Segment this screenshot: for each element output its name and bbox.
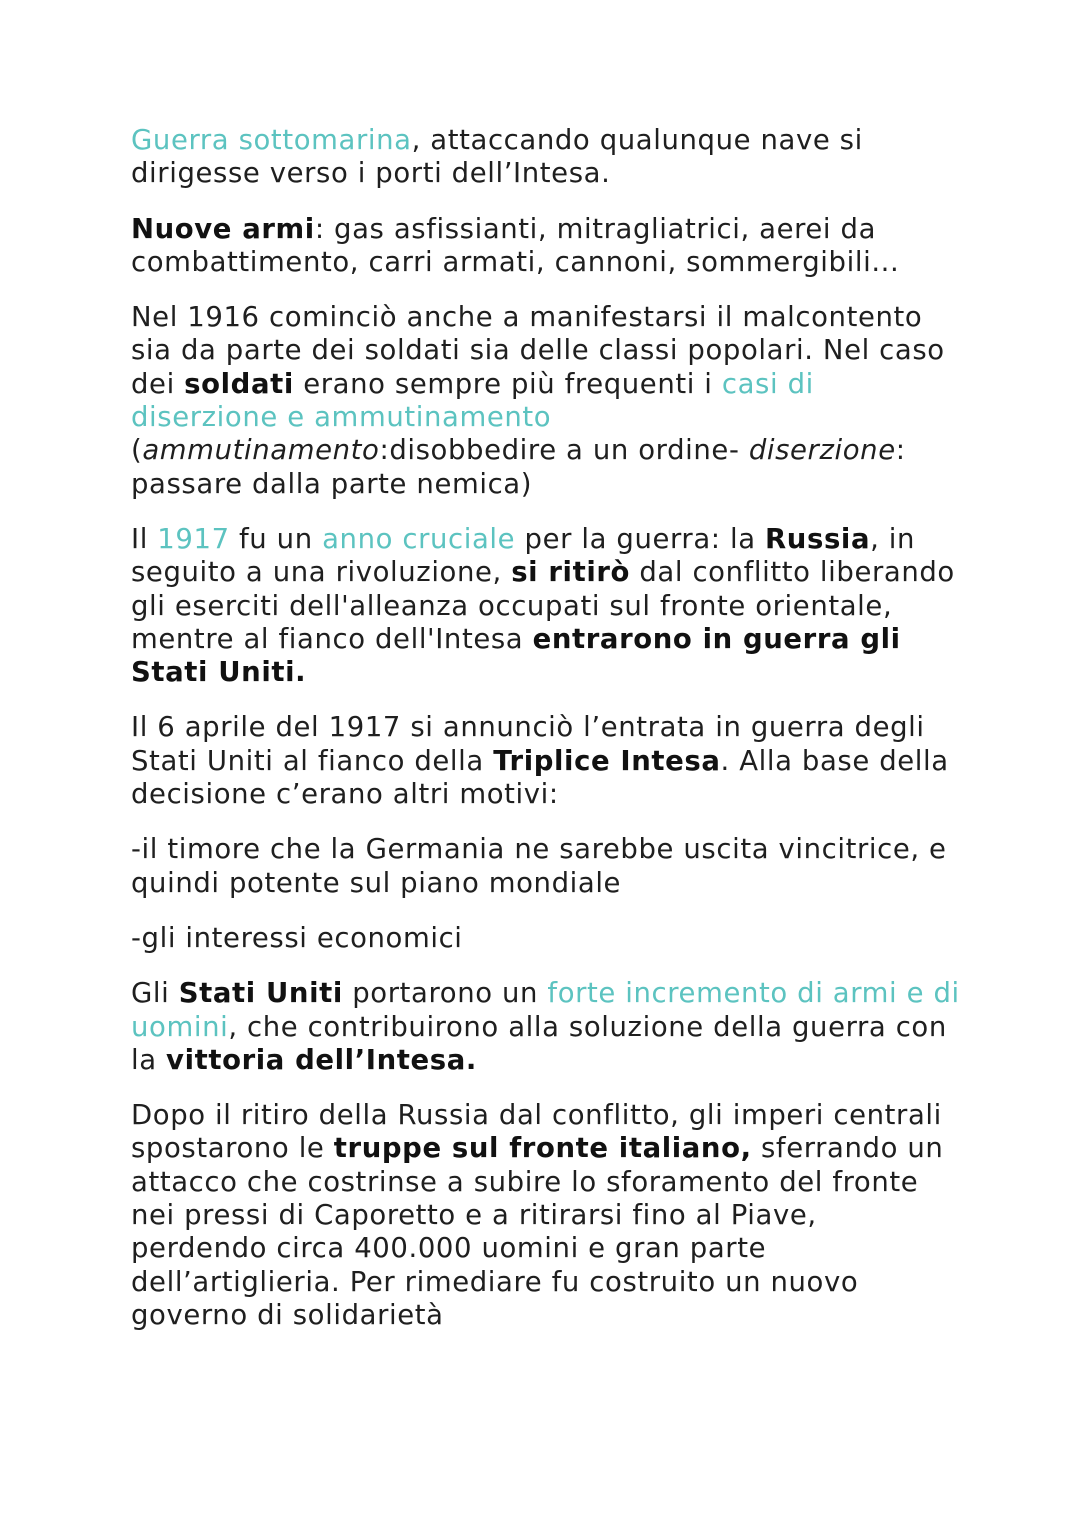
- bold-term: entrarono in guerra gli Stati Uniti.: [131, 622, 901, 689]
- body-text: (: [131, 434, 143, 467]
- body-text: , che contribuirono alla soluzione della guerra con la: [131, 1010, 947, 1076]
- bold-term: soldati: [184, 367, 294, 400]
- highlight-text: anno cruciale: [322, 522, 516, 555]
- italic-term: ammutinamento: [142, 434, 380, 467]
- body-text: Gli: [131, 977, 179, 1010]
- body-text: erano sempre più frequenti i: [293, 367, 722, 400]
- body-text: sferrando un attacco che costrinse a subire lo sforamento del fronte nei pressi di Caporetto e a ritirarsi fino al Piave, perdendo circa 400.000 uomini e gran parte dell’artiglieria. Per rimediare fu costruito un nuovo governo di solidarietà: [131, 1132, 944, 1331]
- notes-page: [131, 124, 961, 1354]
- highlight-text: casi di diserzione e ammutinamento: [131, 367, 814, 434]
- paragraph-caporetto: [131, 1099, 961, 1332]
- paragraph-interessi: [131, 922, 961, 955]
- body-text: -il timore che la Germania ne sarebbe uscita vincitrice, e quindi potente sul piano mondiale: [131, 833, 947, 899]
- body-text: , attaccando qualunque nave si dirigesse verso i porti dell’Intesa.: [131, 124, 863, 190]
- paragraph-6-aprile: [131, 711, 961, 811]
- body-text: -gli interessi economici: [131, 921, 463, 954]
- body-text: Il: [131, 522, 158, 555]
- body-text: portarono un: [342, 977, 548, 1010]
- body-text: fu un: [229, 522, 323, 555]
- bold-term: si ritirò: [511, 556, 631, 589]
- highlight-text: 1917: [157, 522, 230, 555]
- paragraph-sottomarina: [131, 124, 961, 191]
- body-text: Il 6 aprile del 1917 si annunciò l’entrata in guerra degli Stati Uniti al fianco della: [131, 711, 925, 777]
- body-text: per la guerra: la: [515, 522, 766, 555]
- body-text: : gas asfissianti, mitragliatrici, aerei da combattimento, carri armati, cannoni, sommergibili...: [131, 212, 900, 278]
- bold-term: Nuove armi: [131, 212, 315, 245]
- body-text: :disobbedire a un ordine-: [379, 434, 749, 467]
- italic-term: diserzione: [748, 434, 896, 467]
- highlight-text: forte incremento di armi e di uomini: [131, 977, 960, 1043]
- body-text: , in seguito a una rivoluzione,: [131, 522, 916, 589]
- paragraph-timore: [131, 833, 961, 900]
- body-text: dal conflitto liberando gli eserciti dell'alleanza occupati sul fronte orientale, mentre al fianco dell'Intesa: [131, 556, 955, 655]
- paragraph-stati-uniti: [131, 977, 961, 1077]
- bold-term: Stati Uniti: [178, 977, 343, 1010]
- bold-term: Russia: [765, 522, 871, 555]
- paragraph-malcontento: [131, 301, 961, 501]
- body-text: : passare dalla parte nemica): [131, 434, 906, 500]
- body-text: Nel 1916 cominciò anche a manifestarsi il malcontento sia da parte dei soldati sia delle classi popolari. Nel caso dei: [131, 301, 945, 400]
- bold-term: truppe sul fronte italiano,: [333, 1132, 752, 1165]
- highlight-text: Guerra sottomarina: [131, 124, 412, 156]
- body-text: . Alla base della decisione c’erano altri motivi:: [131, 744, 949, 811]
- bold-term: Triplice Intesa: [493, 744, 721, 777]
- paragraph-1917: [131, 523, 961, 689]
- bold-term: vittoria dell’Intesa.: [166, 1043, 477, 1076]
- paragraph-nuove-armi: [131, 213, 961, 280]
- body-text: Dopo il ritiro della Russia dal conflitto, gli imperi centrali spostarono le: [131, 1099, 942, 1165]
